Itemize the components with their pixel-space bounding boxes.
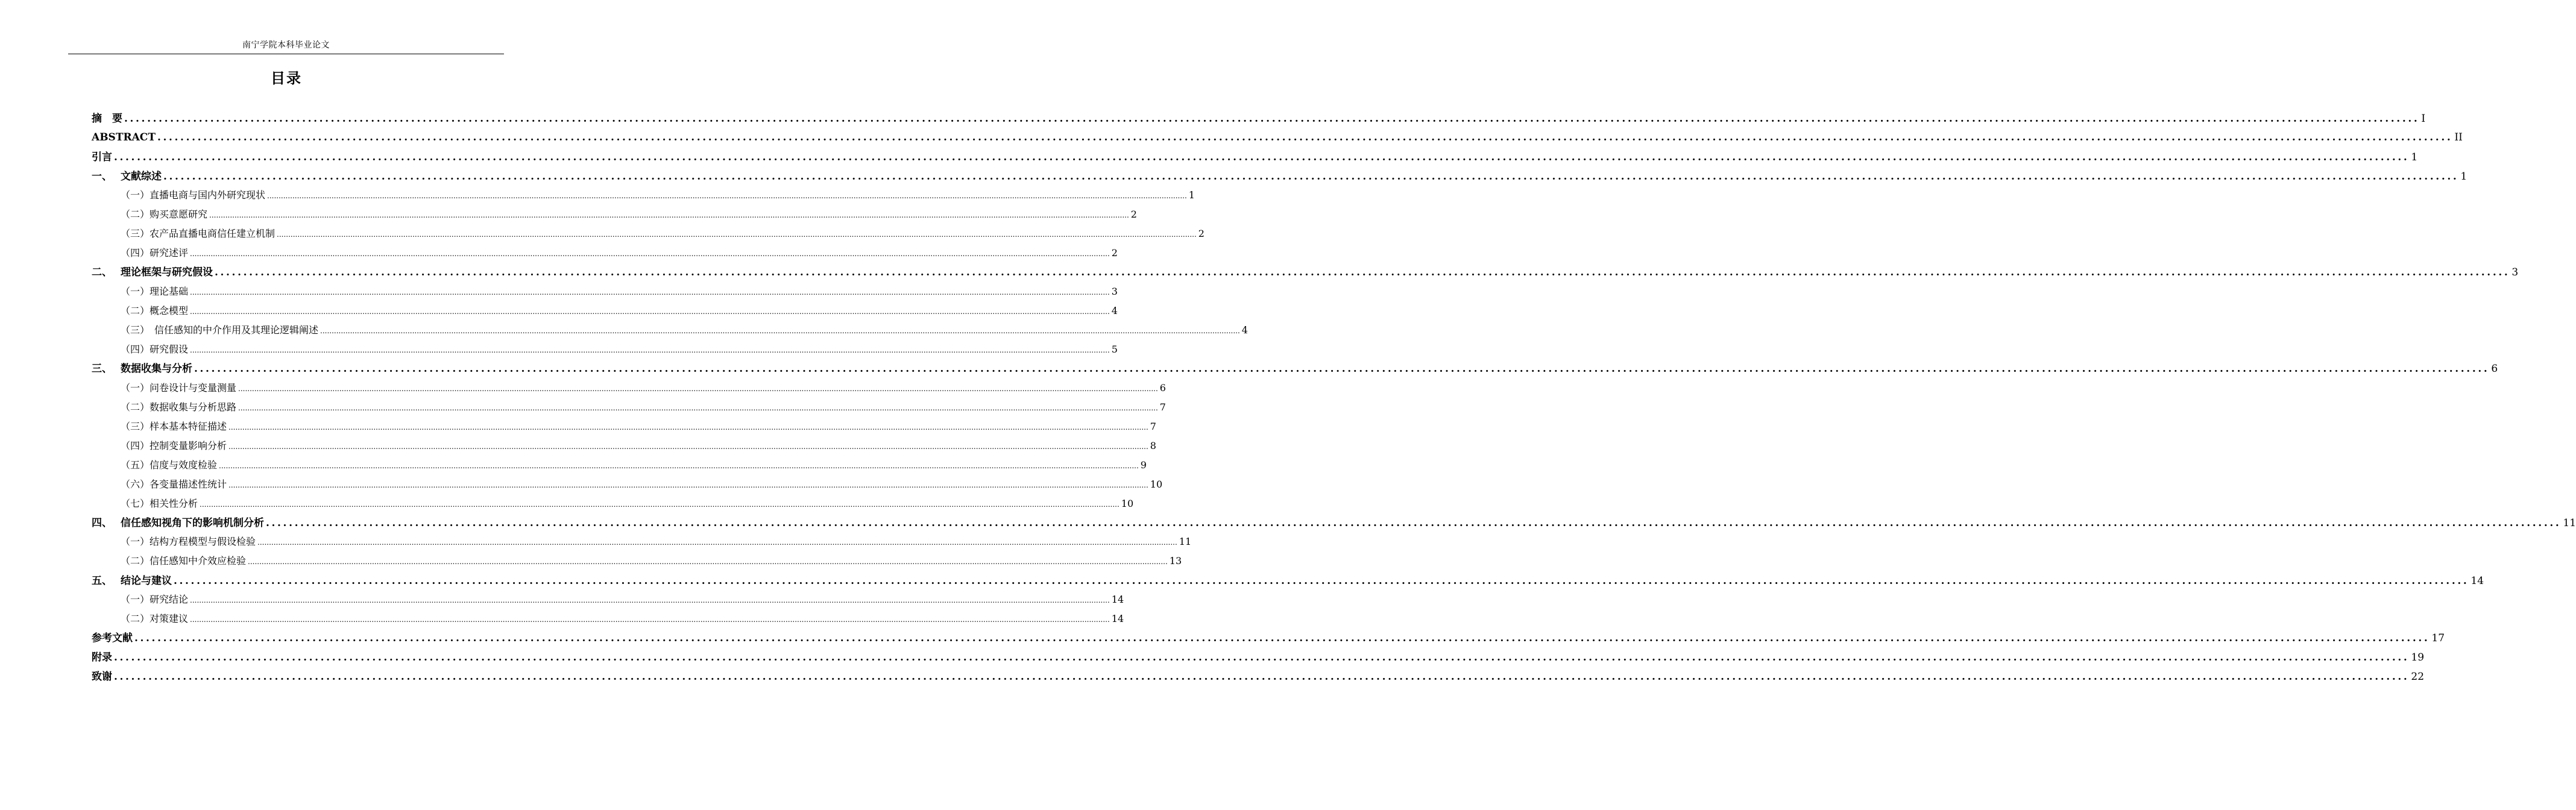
toc-dot-leader: ................................................................................................................................................................................................................................................................................................................................................................................................................ — [277, 230, 1197, 239]
toc-dot-leader: ................................................................................................................................................................................................................................................................................................................................................................................................................ — [114, 671, 2410, 683]
toc-page-number: 4 — [1111, 305, 1118, 316]
toc-page-number: 2 — [1198, 228, 1205, 239]
toc-entry-section[interactable] — [121, 439, 1156, 453]
toc-dot-leader: ................................................................................................................................................................................................................................................................................................................................................................................................................ — [228, 423, 1148, 432]
toc-entry-label: （一）直播电商与国内外研究现状 — [121, 189, 266, 201]
toc-page-number: 17 — [2431, 632, 2445, 644]
toc-entry-section[interactable] — [121, 554, 1182, 568]
toc-page-number: 3 — [2511, 266, 2519, 278]
toc-dot-leader: ................................................................................................................................................................................................................................................................................................................................................................................................................ — [320, 327, 1240, 335]
toc-dot-leader: ................................................................................................................................................................................................................................................................................................................................................................................................................ — [190, 596, 1110, 604]
toc-entry-chapter[interactable] — [92, 574, 2484, 588]
toc-entry-section[interactable] — [121, 189, 1195, 202]
toc-entry-section[interactable] — [121, 324, 1248, 337]
toc-entry-section[interactable] — [121, 535, 1192, 548]
toc-entry-label: （三）样本基本特征描述 — [121, 421, 227, 432]
toc-dot-leader: ................................................................................................................................................................................................................................................................................................................................................................................................................ — [257, 538, 1177, 547]
toc-entry-label: （四）研究述评 — [121, 247, 189, 259]
toc-page-number: 11 — [2563, 517, 2576, 529]
toc-page-number: 3 — [1111, 286, 1118, 297]
toc-entry-label: （四）研究假设 — [121, 344, 189, 355]
toc-page-number: 14 — [2471, 575, 2484, 587]
toc-entry-label: （七）相关性分析 — [121, 498, 198, 509]
toc-dot-leader: ................................................................................................................................................................................................................................................................................................................................................................................................................ — [248, 557, 1168, 566]
toc-entry-label: （二）信任感知中介效应检验 — [121, 555, 247, 567]
toc-dot-leader: ................................................................................................................................................................................................................................................................................................................................................................................................................ — [114, 151, 2410, 163]
toc-page-number: 6 — [1159, 382, 1166, 394]
toc-entry-section[interactable] — [121, 420, 1156, 433]
toc-entry-section[interactable] — [121, 401, 1166, 414]
toc-dot-leader: ................................................................................................................................................................................................................................................................................................................................................................................................................ — [157, 131, 2453, 143]
toc-page-number: 1 — [2411, 151, 2418, 163]
toc-dot-leader: ................................................................................................................................................................................................................................................................................................................................................................................................................ — [219, 462, 1139, 470]
toc-entry-section[interactable] — [121, 612, 1124, 626]
toc-entry-section[interactable] — [121, 343, 1118, 356]
toc-entry-section[interactable] — [121, 227, 1205, 240]
toc-entry-label: 致谢 — [92, 671, 112, 683]
toc-page-number: 7 — [1159, 401, 1166, 413]
toc-page-number: 2 — [1111, 247, 1118, 259]
toc-entry-section[interactable] — [121, 593, 1124, 606]
toc-entry-label: （一）研究结论 — [121, 594, 189, 605]
toc-page-number: 2 — [1130, 209, 1137, 220]
toc-entry-chapter[interactable] — [92, 130, 2463, 145]
toc-dot-leader: ................................................................................................................................................................................................................................................................................................................................................................................................................ — [194, 363, 2490, 375]
toc-entry-number: 五、 — [92, 575, 112, 587]
toc-entry-label: （一）结构方程模型与假设检验 — [121, 536, 256, 547]
toc-page-number: 11 — [1179, 536, 1192, 547]
toc-entry-label: （一）问卷设计与变量测量 — [121, 382, 237, 394]
toc-entry-number: 一、 — [92, 171, 112, 183]
toc-dot-leader: ................................................................................................................................................................................................................................................................................................................................................................................................................ — [190, 288, 1110, 297]
toc-dot-leader: ................................................................................................................................................................................................................................................................................................................................................................................................................ — [190, 250, 1110, 258]
toc-entry-chapter[interactable] — [92, 670, 2425, 684]
toc-page-number: 14 — [1111, 613, 1124, 624]
toc-entry-number: 四、 — [92, 517, 112, 529]
toc-page-number: 14 — [1111, 594, 1124, 605]
toc-entry-chapter[interactable] — [92, 169, 2467, 184]
toc-page-number: 1 — [1188, 189, 1195, 201]
toc-dot-leader: ................................................................................................................................................................................................................................................................................................................................................................................................................ — [238, 404, 1158, 412]
toc-dot-leader: ................................................................................................................................................................................................................................................................................................................................................................................................................ — [134, 632, 2430, 644]
toc-dot-leader: ................................................................................................................................................................................................................................................................................................................................................................................................................ — [238, 385, 1158, 393]
toc-entry-label: 引言 — [92, 151, 112, 163]
toc-entry-label: （二）概念模型 — [121, 305, 189, 316]
toc-page-number: 5 — [1111, 344, 1118, 355]
toc-entry-number: 二、 — [92, 266, 112, 278]
toc-entry-chapter[interactable] — [92, 150, 2418, 165]
toc-entry-label: 理论框架与研究假设 — [121, 266, 213, 278]
toc-dot-leader: ................................................................................................................................................................................................................................................................................................................................................................................................................ — [228, 481, 1148, 489]
toc-entry-label: ABSTRACT — [92, 131, 156, 143]
toc-dot-leader: ................................................................................................................................................................................................................................................................................................................................................................................................................ — [267, 192, 1187, 200]
toc-page-number: 7 — [1150, 421, 1156, 432]
toc-dot-leader: ................................................................................................................................................................................................................................................................................................................................................................................................................ — [209, 211, 1129, 219]
toc-dot-leader: ................................................................................................................................................................................................................................................................................................................................................................................................................ — [114, 651, 2410, 664]
toc-entry-chapter[interactable] — [92, 516, 2576, 530]
toc-dot-leader: ................................................................................................................................................................................................................................................................................................................................................................................................................ — [163, 171, 2459, 183]
toc-page-number: 1 — [2460, 171, 2467, 183]
toc-entry-chapter[interactable] — [92, 111, 2426, 126]
toc-entry-chapter[interactable] — [92, 362, 2498, 376]
toc-entry-label: 结论与建议 — [121, 575, 172, 587]
toc-entry-label: 摘 要 — [92, 113, 122, 125]
toc-page-number: II — [2454, 131, 2463, 143]
toc-entry-label: （三） 信任感知的中介作用及其理论逻辑阐述 — [121, 324, 319, 336]
toc-entry-number: 三、 — [92, 363, 112, 375]
toc-entry-section[interactable] — [121, 381, 1166, 395]
toc-page-number: 8 — [1150, 440, 1156, 451]
toc-entry-chapter[interactable] — [92, 265, 2519, 280]
toc-dot-leader: ................................................................................................................................................................................................................................................................................................................................................................................................................ — [228, 442, 1148, 451]
toc-page-number: 4 — [1241, 324, 1248, 336]
toc-entry-section[interactable] — [121, 304, 1118, 318]
toc-entry-label: （四）控制变量影响分析 — [121, 440, 227, 451]
toc-entry-label: 信任感知视角下的影响机制分析 — [121, 517, 264, 529]
toc-page-number: 10 — [1150, 479, 1163, 490]
toc-dot-leader: ................................................................................................................................................................................................................................................................................................................................................................................................................ — [266, 517, 2562, 529]
toc-entry-section[interactable] — [121, 459, 1147, 472]
toc-entry-chapter[interactable] — [92, 650, 2425, 665]
toc-dot-leader: ................................................................................................................................................................................................................................................................................................................................................................................................................ — [190, 346, 1110, 354]
toc-entry-label: （三）农产品直播电商信任建立机制 — [121, 228, 276, 239]
toc-page-number: 13 — [1169, 555, 1182, 567]
toc-entry-label: 参考文献 — [92, 632, 133, 644]
toc-dot-leader: ................................................................................................................................................................................................................................................................................................................................................................................................................ — [190, 615, 1110, 624]
toc-entry-label: （二）对策建议 — [121, 613, 189, 624]
toc-page-number: 19 — [2411, 651, 2425, 664]
running-header: 南宁学院本科毕业论文 — [242, 40, 330, 50]
toc-dot-leader: ................................................................................................................................................................................................................................................................................................................................................................................................................ — [200, 500, 1120, 509]
toc-entry-section[interactable] — [121, 497, 1134, 510]
toc-entry-label: 数据收集与分析 — [121, 363, 192, 375]
toc-page-number: 6 — [2491, 363, 2498, 375]
toc-page-number: I — [2421, 113, 2426, 125]
toc-entry-label: （二）购买意愿研究 — [121, 209, 208, 220]
toc-entry-section[interactable] — [121, 285, 1118, 298]
toc-page-number: 9 — [1140, 459, 1147, 471]
toc-entry-label: （六）各变量描述性统计 — [121, 479, 227, 490]
toc-page-number: 10 — [1121, 498, 1134, 509]
toc-dot-leader: ................................................................................................................................................................................................................................................................................................................................................................................................................ — [190, 307, 1110, 316]
toc-dot-leader: ................................................................................................................................................................................................................................................................................................................................................................................................................ — [174, 575, 2469, 587]
toc-entry-section[interactable] — [121, 208, 1137, 221]
toc-dot-leader: ................................................................................................................................................................................................................................................................................................................................................................................................................ — [215, 266, 2510, 278]
toc-entry-section[interactable] — [121, 478, 1163, 491]
toc-dot-leader: ................................................................................................................................................................................................................................................................................................................................................................................................................ — [124, 113, 2420, 125]
toc-entry-chapter[interactable] — [92, 631, 2445, 645]
toc-entry-label: （五）信度与效度检验 — [121, 459, 218, 471]
toc-page-number: 22 — [2411, 671, 2425, 683]
page-title: 目录 — [271, 70, 302, 87]
toc-entry-label: 附录 — [92, 651, 112, 664]
toc-entry-label: 文献综述 — [121, 171, 162, 183]
toc-entry-section[interactable] — [121, 246, 1118, 260]
toc-entry-label: （一）理论基础 — [121, 286, 189, 297]
toc-entry-label: （二）数据收集与分析思路 — [121, 401, 237, 413]
